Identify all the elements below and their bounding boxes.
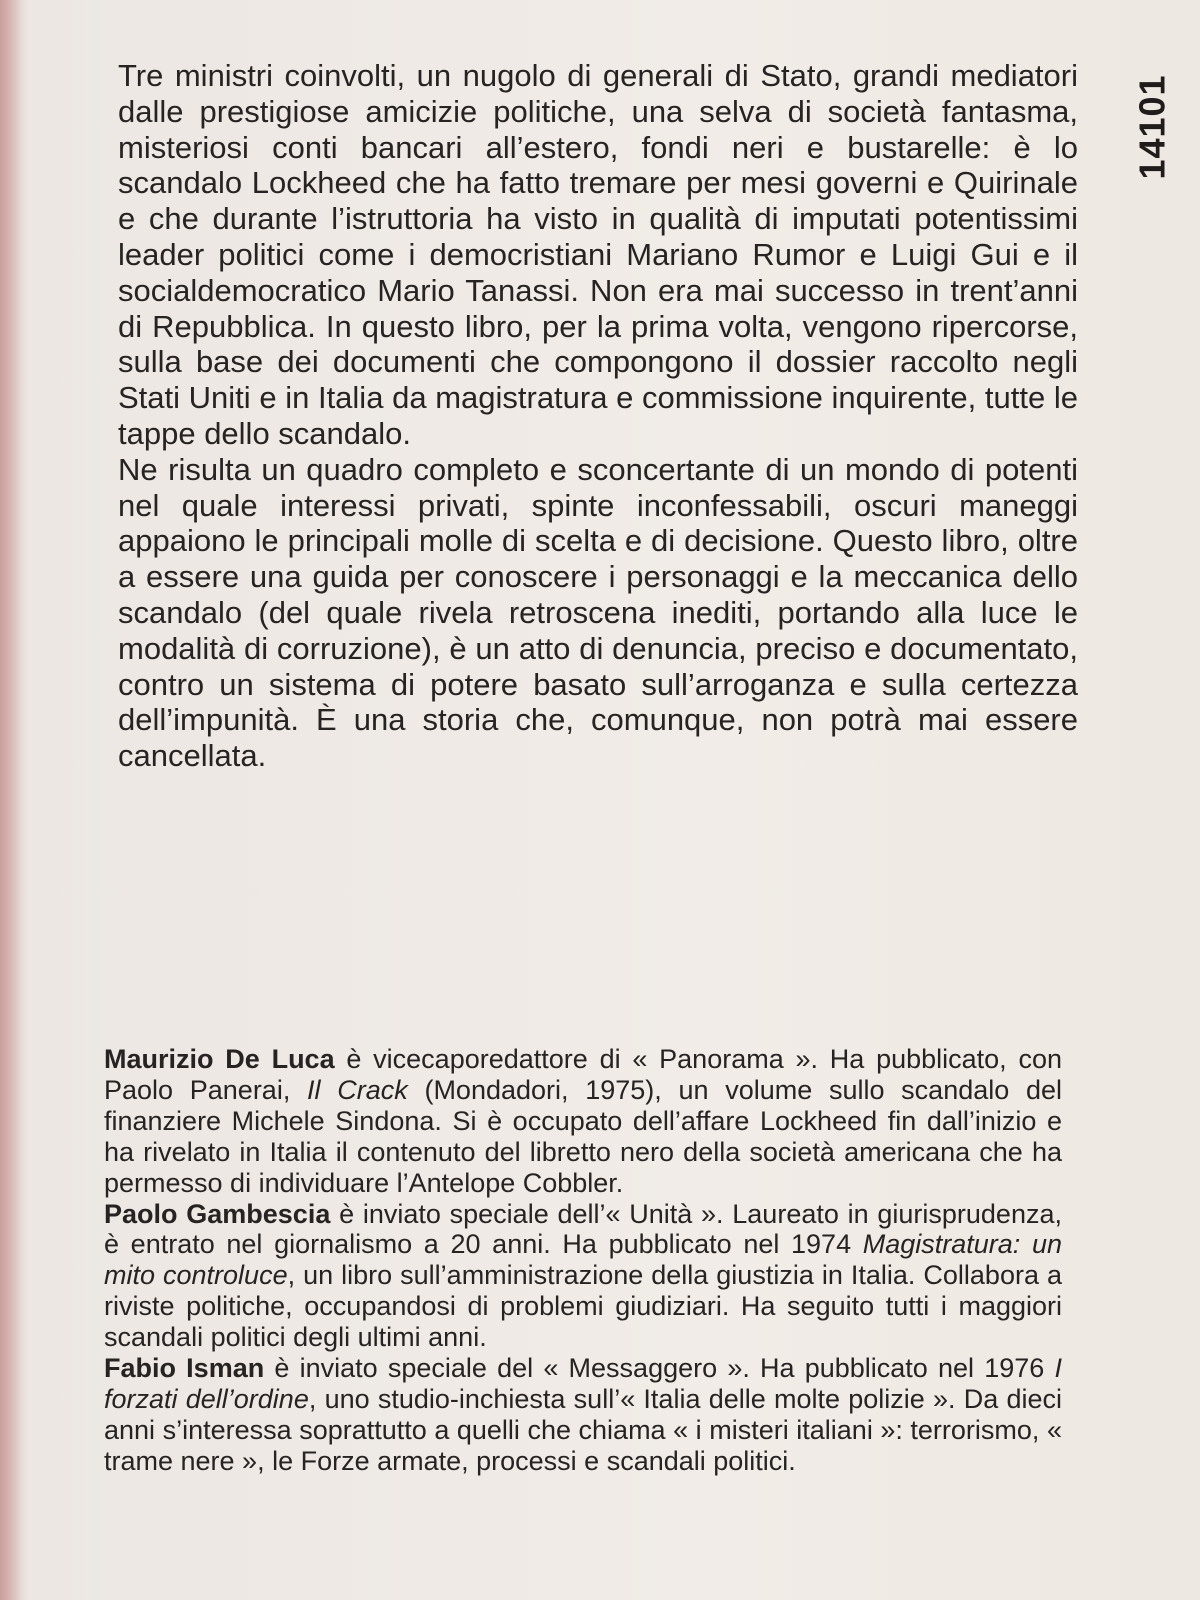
bio-text: è inviato speciale dell’« Unità ». Laureato in giurisprudenza, è entrato nel giornalismo a 20 anni. Ha pubblicato nel 1974 xyxy=(104,1198,1062,1260)
author-name: Fabio Isman xyxy=(104,1353,265,1384)
author-name: Maurizio De Luca xyxy=(104,1044,335,1074)
page-edge-shadow xyxy=(0,0,28,1600)
bio-text: è vicecaporedattore di « Panorama ». Ha pubblicato, con Paolo Panerai, xyxy=(104,1044,1062,1105)
blurb-paragraph-1: Tre ministri coinvolti, un nugolo di generali di Stato, grandi mediatori dalle prestigiose amicizie politiche, una selva di società fantasma, misteriosi conti bancari all’estero, fondi neri e bustarelle: è lo scandalo Lockheed che ha fatto tremare per mesi governi e Quirinale e che durante l’istruttoria ha visto in qualità di imputati potentissimi leader politici come i democristiani Mariano Rumor e Luigi Gui e il socialdemocratico Mario Tanassi. Non era mai successo in trent’anni di Repubblica. In questo libro, per la prima volta, vengono ripercorse, sulla base dei documenti che compongono il dossier raccolto negli Stati Uniti e in Italia da magistratura e commissione inquirente, tutte le tappe dello scandalo. xyxy=(118,58,1078,451)
catalog-number xyxy=(1122,52,1184,202)
author-bio xyxy=(104,1044,1062,1199)
author-bio xyxy=(104,1353,1062,1477)
bio-text: , uno studio-inchiesta sull’« Italia delle molte polizie ». Da dieci anni s’interessa soprattutto a quelli che chiama « i misteri italiani »: terrorismo, « trame nere », le Forze armate, processi e scandali politici. xyxy=(104,1383,1063,1476)
author-name: Paolo Gambescia xyxy=(104,1198,331,1229)
author-bios xyxy=(104,1044,1062,1477)
book-title: Magistratura: un mito controluce xyxy=(104,1229,1063,1291)
bio-text: (Mondadori, 1975), un volume sullo scandalo del finanziere Michele Sindona. Si è occupato dell’affare Lockheed fin dall’inizio e ha rivelato in Italia il contenuto del libretto nero della società americana che ha permesso di individuare l’Antelope Cobbler. xyxy=(104,1074,1062,1198)
book-title: Il Crack xyxy=(307,1074,408,1105)
book-title: I forzati dell’ordine xyxy=(104,1353,1063,1414)
catalog-number-text: 14101 xyxy=(1132,74,1174,180)
book-blurb xyxy=(118,58,1078,774)
blurb-paragraph-2: Ne risulta un quadro completo e sconcertante di un mondo di potenti nel quale interessi privati, spinte inconfessabili, oscuri maneggi appaiono le principali molle di scelta e di decisione. Questo libro, oltre a essere una guida per conoscere i personaggi e la meccanica dello scandalo (del quale rivela retroscena inediti, portando alla luce le modalità di corruzione), è un atto di denuncia, preciso e documentato, contro un sistema di potere basato sull’arroganza e sulla certezza dell’impunità. È una storia che, comunque, non potrà mai essere cancellata. xyxy=(118,451,1078,774)
author-bio xyxy=(104,1199,1062,1354)
bio-text: è inviato speciale del « Messaggero ». Ha pubblicato nel 1976 xyxy=(264,1353,1055,1384)
bio-text: , un libro sull’amministrazione della giustizia in Italia. Collabora a riviste politiche, occupandosi di problemi giudiziari. Ha seguito tutti i maggiori scandali politici degli ultimi anni. xyxy=(104,1260,1062,1353)
